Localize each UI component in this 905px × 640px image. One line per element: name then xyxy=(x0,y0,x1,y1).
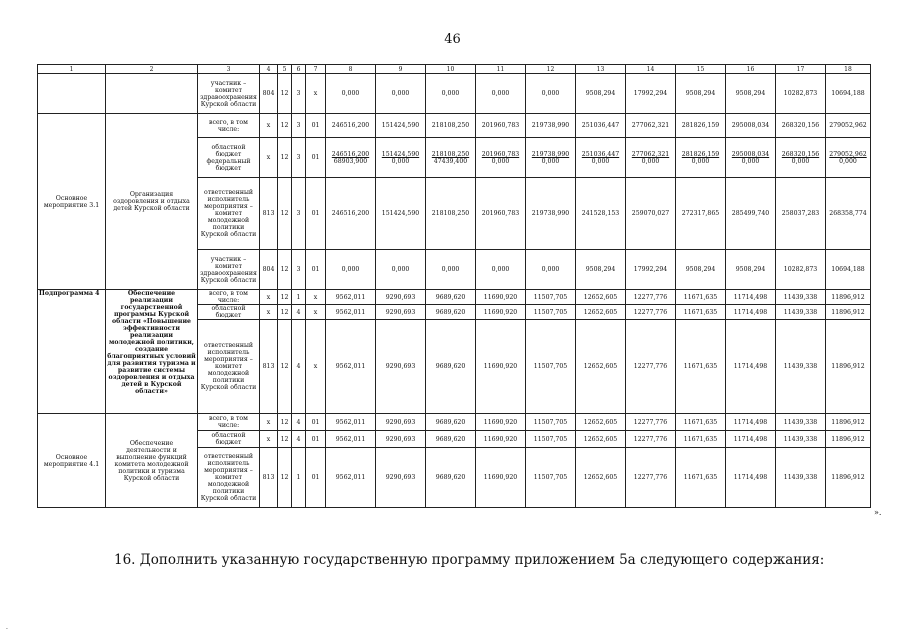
value-regional: 268320,156 xyxy=(781,150,820,158)
name-cell: Организация оздоровления и отдыха детей Курской области xyxy=(106,114,198,290)
code-cell: x xyxy=(306,305,326,320)
header-cell: 13 xyxy=(576,65,626,74)
header-cell: 11 xyxy=(476,65,526,74)
value-cell: 11690,920 xyxy=(476,320,526,414)
value-cell: 9508,294 xyxy=(576,250,626,290)
value-cell: 11671,635 xyxy=(676,414,726,431)
value-cell: 12277,776 xyxy=(626,414,676,431)
value-cell: 11439,338 xyxy=(776,448,826,508)
value-cell: 11896,912 xyxy=(826,414,871,431)
value-cell: 11439,338 xyxy=(776,414,826,431)
executor-cell: ответственный исполнитель мероприятия – комитет молодежной политики Курской области xyxy=(198,448,260,508)
executor-cell: областной бюджет xyxy=(198,305,260,320)
value-cell xyxy=(426,138,476,178)
header-row xyxy=(38,65,871,74)
value-cell: 9508,294 xyxy=(576,74,626,114)
event-cell: Основное мероприятие 4.1 xyxy=(38,414,106,508)
value-cell xyxy=(626,138,676,178)
table-row xyxy=(38,114,871,138)
value-cell: 0,000 xyxy=(426,250,476,290)
value-cell: 11896,912 xyxy=(826,431,871,448)
value-cell: 295008,034 xyxy=(726,114,776,138)
code-cell: 01 xyxy=(306,114,326,138)
executor-cell: областной бюджет xyxy=(198,431,260,448)
code-cell: 3 xyxy=(292,138,306,178)
value-cell: 219738,990 xyxy=(526,114,576,138)
value-federal: 0,000 xyxy=(641,157,660,165)
value-regional: 251036,447 xyxy=(581,150,620,158)
value-cell: 11439,338 xyxy=(776,290,826,305)
value-cell: 201960,783 xyxy=(476,114,526,138)
value-cell xyxy=(376,138,426,178)
value-cell: 11439,338 xyxy=(776,320,826,414)
executor-cell: ответственный исполнитель мероприятия – комитет молодежной политики Курской области xyxy=(198,320,260,414)
value-cell: 9689,620 xyxy=(426,431,476,448)
code-cell: 4 xyxy=(292,305,306,320)
value-cell: 277062,321 xyxy=(626,114,676,138)
code-cell: 1 xyxy=(292,448,306,508)
name-cell xyxy=(106,74,198,114)
value-cell: 9562,011 xyxy=(326,431,376,448)
value-cell: 272317,865 xyxy=(676,178,726,250)
code-cell: 3 xyxy=(292,114,306,138)
value-cell: 9508,294 xyxy=(676,250,726,290)
value-cell: 0,000 xyxy=(476,74,526,114)
value-regional: 151424,590 xyxy=(381,150,420,158)
value-cell: 11671,635 xyxy=(676,431,726,448)
value-cell: 9290,693 xyxy=(376,305,426,320)
code-cell: x xyxy=(260,114,278,138)
table-row xyxy=(38,414,871,431)
value-cell: 0,000 xyxy=(326,250,376,290)
value-cell: 17992,294 xyxy=(626,74,676,114)
code-cell: x xyxy=(260,305,278,320)
value-cell: 11714,498 xyxy=(726,320,776,414)
value-cell: 9290,693 xyxy=(376,448,426,508)
code-cell: 4 xyxy=(292,431,306,448)
value-cell: 246516,200 xyxy=(326,114,376,138)
value-cell: 11671,635 xyxy=(676,290,726,305)
value-cell: 9290,693 xyxy=(376,414,426,431)
event-cell: Основное мероприятие 3.1 xyxy=(38,114,106,290)
value-cell: 10282,873 xyxy=(776,74,826,114)
value-cell: 11690,920 xyxy=(476,290,526,305)
value-cell: 9689,620 xyxy=(426,320,476,414)
header-cell: 4 xyxy=(260,65,278,74)
code-cell: 01 xyxy=(306,178,326,250)
value-cell: 9562,011 xyxy=(326,414,376,431)
value-cell: 0,000 xyxy=(376,250,426,290)
value-federal: 0,000 xyxy=(541,157,560,165)
code-cell: 12 xyxy=(278,448,292,508)
header-cell: 3 xyxy=(198,65,260,74)
value-cell: 11714,498 xyxy=(726,305,776,320)
value-cell: 241528,153 xyxy=(576,178,626,250)
value-cell: 258037,283 xyxy=(776,178,826,250)
name-cell: Обеспечение реализации государственной программы Курской области «Повышение эффективности реализации молодежной политики, создание благоприятных условий для развития туризма и развитие системы оздоровления и отдыха детей в Курской области» xyxy=(106,290,198,414)
header-cell: 10 xyxy=(426,65,476,74)
code-cell: 01 xyxy=(306,250,326,290)
value-cell xyxy=(526,138,576,178)
code-cell: 12 xyxy=(278,250,292,290)
value-cell: 246516,200 xyxy=(326,178,376,250)
code-cell: x xyxy=(260,138,278,178)
code-cell: 12 xyxy=(278,320,292,414)
value-cell: 201960,783 xyxy=(476,178,526,250)
value-cell: 11690,920 xyxy=(476,431,526,448)
code-cell: x xyxy=(260,414,278,431)
executor-cell: всего, в том числе: xyxy=(198,414,260,431)
value-cell: 151424,590 xyxy=(376,114,426,138)
table-row xyxy=(38,74,871,114)
value-cell: 9689,620 xyxy=(426,305,476,320)
value-cell: 12277,776 xyxy=(626,305,676,320)
header-cell: 2 xyxy=(106,65,198,74)
value-cell: 12652,605 xyxy=(576,414,626,431)
header-cell: 9 xyxy=(376,65,426,74)
code-cell: 12 xyxy=(278,414,292,431)
value-cell: 11507,705 xyxy=(526,448,576,508)
header-cell: 5 xyxy=(278,65,292,74)
value-cell: 12277,776 xyxy=(626,320,676,414)
value-cell: 12652,605 xyxy=(576,431,626,448)
value-cell: 10694,188 xyxy=(826,74,871,114)
value-cell: 9562,011 xyxy=(326,305,376,320)
value-cell: 17992,294 xyxy=(626,250,676,290)
value-cell: 12652,605 xyxy=(576,448,626,508)
value-cell xyxy=(676,138,726,178)
value-cell: 0,000 xyxy=(326,74,376,114)
value-cell: 11439,338 xyxy=(776,431,826,448)
code-cell: 3 xyxy=(292,250,306,290)
code-cell: 01 xyxy=(306,448,326,508)
header-cell: 8 xyxy=(326,65,376,74)
header-cell: 16 xyxy=(726,65,776,74)
value-federal: 0,000 xyxy=(391,157,410,165)
value-cell: 11690,920 xyxy=(476,414,526,431)
value-federal: 0,000 xyxy=(791,157,810,165)
value-cell: 268358,774 xyxy=(826,178,871,250)
code-cell: 12 xyxy=(278,290,292,305)
value-cell: 9290,693 xyxy=(376,431,426,448)
value-cell: 151424,590 xyxy=(376,178,426,250)
value-cell: 9290,693 xyxy=(376,320,426,414)
value-cell: 12277,776 xyxy=(626,431,676,448)
value-cell: 9562,011 xyxy=(326,448,376,508)
value-cell: 285499,740 xyxy=(726,178,776,250)
value-cell: 9562,011 xyxy=(326,320,376,414)
value-cell: 10282,873 xyxy=(776,250,826,290)
value-cell: 9508,294 xyxy=(726,250,776,290)
code-cell: x xyxy=(306,320,326,414)
value-cell: 11439,338 xyxy=(776,305,826,320)
budget-table xyxy=(37,64,871,508)
corner-mark: . xyxy=(6,624,8,631)
executor-cell: областной бюджет федеральный бюджет xyxy=(198,138,260,178)
code-cell: 12 xyxy=(278,178,292,250)
executor-cell: ответственный исполнитель мероприятия – комитет молодежной политики Курской области xyxy=(198,178,260,250)
value-federal: 0,000 xyxy=(839,157,857,165)
code-cell: 3 xyxy=(292,178,306,250)
value-cell: 281826,159 xyxy=(676,114,726,138)
value-cell: 259070,027 xyxy=(626,178,676,250)
executor-cell: участник – комитет здравоохранения Курской области xyxy=(198,74,260,114)
value-cell: 11507,705 xyxy=(526,431,576,448)
value-cell: 0,000 xyxy=(526,74,576,114)
code-cell: 01 xyxy=(306,138,326,178)
value-cell: 9508,294 xyxy=(726,74,776,114)
value-federal: 68903,900 xyxy=(333,157,368,165)
value-cell: 11507,705 xyxy=(526,414,576,431)
value-regional: 277062,321 xyxy=(631,150,670,158)
executor-cell: участник – комитет здравоохранения Курской области xyxy=(198,250,260,290)
value-cell: 218108,250 xyxy=(426,114,476,138)
value-federal: 0,000 xyxy=(741,157,760,165)
value-cell: 11507,705 xyxy=(526,290,576,305)
value-federal: 0,000 xyxy=(691,157,710,165)
value-federal: 0,000 xyxy=(591,157,610,165)
value-regional: 218108,250 xyxy=(431,150,470,158)
value-cell: 9508,294 xyxy=(676,74,726,114)
code-cell: 12 xyxy=(278,305,292,320)
value-cell: 9290,693 xyxy=(376,290,426,305)
value-cell: 9689,620 xyxy=(426,290,476,305)
value-cell: 11690,920 xyxy=(476,448,526,508)
value-cell: 251036,447 xyxy=(576,114,626,138)
value-cell: 12277,776 xyxy=(626,290,676,305)
code-cell: 12 xyxy=(278,74,292,114)
header-cell: 1 xyxy=(38,65,106,74)
value-cell: 0,000 xyxy=(426,74,476,114)
header-cell: 12 xyxy=(526,65,576,74)
value-cell: 218108,250 xyxy=(426,178,476,250)
event-cell xyxy=(38,74,106,114)
value-cell: 12652,605 xyxy=(576,320,626,414)
value-cell: 0,000 xyxy=(526,250,576,290)
value-regional: 219738,990 xyxy=(531,150,570,158)
code-cell: 4 xyxy=(292,320,306,414)
code-cell: 4 xyxy=(292,414,306,431)
value-cell: 10694,188 xyxy=(826,250,871,290)
executor-cell: всего, в том числе: xyxy=(198,290,260,305)
value-cell: 11671,635 xyxy=(676,305,726,320)
header-cell: 6 xyxy=(292,65,306,74)
code-cell: 813 xyxy=(260,448,278,508)
value-cell: 11690,920 xyxy=(476,305,526,320)
value-cell: 11896,912 xyxy=(826,320,871,414)
value-regional: 246516,200 xyxy=(331,150,370,158)
value-cell: 12652,605 xyxy=(576,305,626,320)
value-regional: 201960,783 xyxy=(481,150,520,158)
header-cell: 15 xyxy=(676,65,726,74)
value-cell: 11714,498 xyxy=(726,290,776,305)
event-cell: Подпрограмма 4 xyxy=(38,290,106,414)
value-cell: 219738,990 xyxy=(526,178,576,250)
code-cell: x xyxy=(306,290,326,305)
code-cell: 01 xyxy=(306,414,326,431)
body-paragraph: 16. Дополнить указанную государственную программу приложением 5а следующего содержания: xyxy=(114,552,825,568)
code-cell: x xyxy=(260,290,278,305)
value-cell: 11507,705 xyxy=(526,305,576,320)
code-cell: 12 xyxy=(278,431,292,448)
page-number: 46 xyxy=(444,32,461,47)
header-cell: 14 xyxy=(626,65,676,74)
header-cell: 7 xyxy=(306,65,326,74)
value-cell: 268320,156 xyxy=(776,114,826,138)
value-regional: 295008,034 xyxy=(731,150,770,158)
value-cell xyxy=(476,138,526,178)
value-cell: 9562,011 xyxy=(326,290,376,305)
value-cell: 11507,705 xyxy=(526,320,576,414)
value-cell: 11671,635 xyxy=(676,448,726,508)
code-cell: x xyxy=(306,74,326,114)
code-cell: 1 xyxy=(292,290,306,305)
value-cell xyxy=(776,138,826,178)
value-cell: 0,000 xyxy=(476,250,526,290)
value-cell: 11896,912 xyxy=(826,448,871,508)
code-cell: 12 xyxy=(278,114,292,138)
closing-quote: ». xyxy=(874,508,882,517)
header-cell: 17 xyxy=(776,65,826,74)
value-cell: 9689,620 xyxy=(426,414,476,431)
code-cell: 3 xyxy=(292,74,306,114)
executor-cell: всего, в том числе: xyxy=(198,114,260,138)
code-cell: 813 xyxy=(260,320,278,414)
value-cell: 11896,912 xyxy=(826,305,871,320)
value-federal: 0,000 xyxy=(491,157,510,165)
code-cell: 01 xyxy=(306,431,326,448)
value-cell: 9689,620 xyxy=(426,448,476,508)
code-cell: 12 xyxy=(278,138,292,178)
value-cell xyxy=(576,138,626,178)
code-cell: x xyxy=(260,431,278,448)
value-federal: 47439,400 xyxy=(433,157,468,165)
value-cell: 11896,912 xyxy=(826,290,871,305)
value-regional: 279052,962 xyxy=(829,150,867,158)
value-cell: 12652,605 xyxy=(576,290,626,305)
value-cell: 11714,498 xyxy=(726,414,776,431)
value-cell: 11714,498 xyxy=(726,448,776,508)
table-row xyxy=(38,290,871,305)
value-cell: 0,000 xyxy=(376,74,426,114)
value-cell: 12277,776 xyxy=(626,448,676,508)
value-cell xyxy=(326,138,376,178)
header-cell: 18 xyxy=(826,65,871,74)
value-cell xyxy=(826,138,871,178)
code-cell: 804 xyxy=(260,250,278,290)
value-regional: 281826,159 xyxy=(681,150,720,158)
code-cell: 804 xyxy=(260,74,278,114)
code-cell: 813 xyxy=(260,178,278,250)
value-cell xyxy=(726,138,776,178)
value-cell: 11714,498 xyxy=(726,431,776,448)
value-cell: 11671,635 xyxy=(676,320,726,414)
value-cell: 279052,962 xyxy=(826,114,871,138)
name-cell: Обеспечение деятельности и выполнение функций комитета молодежной политики и туризма Курской области xyxy=(106,414,198,508)
